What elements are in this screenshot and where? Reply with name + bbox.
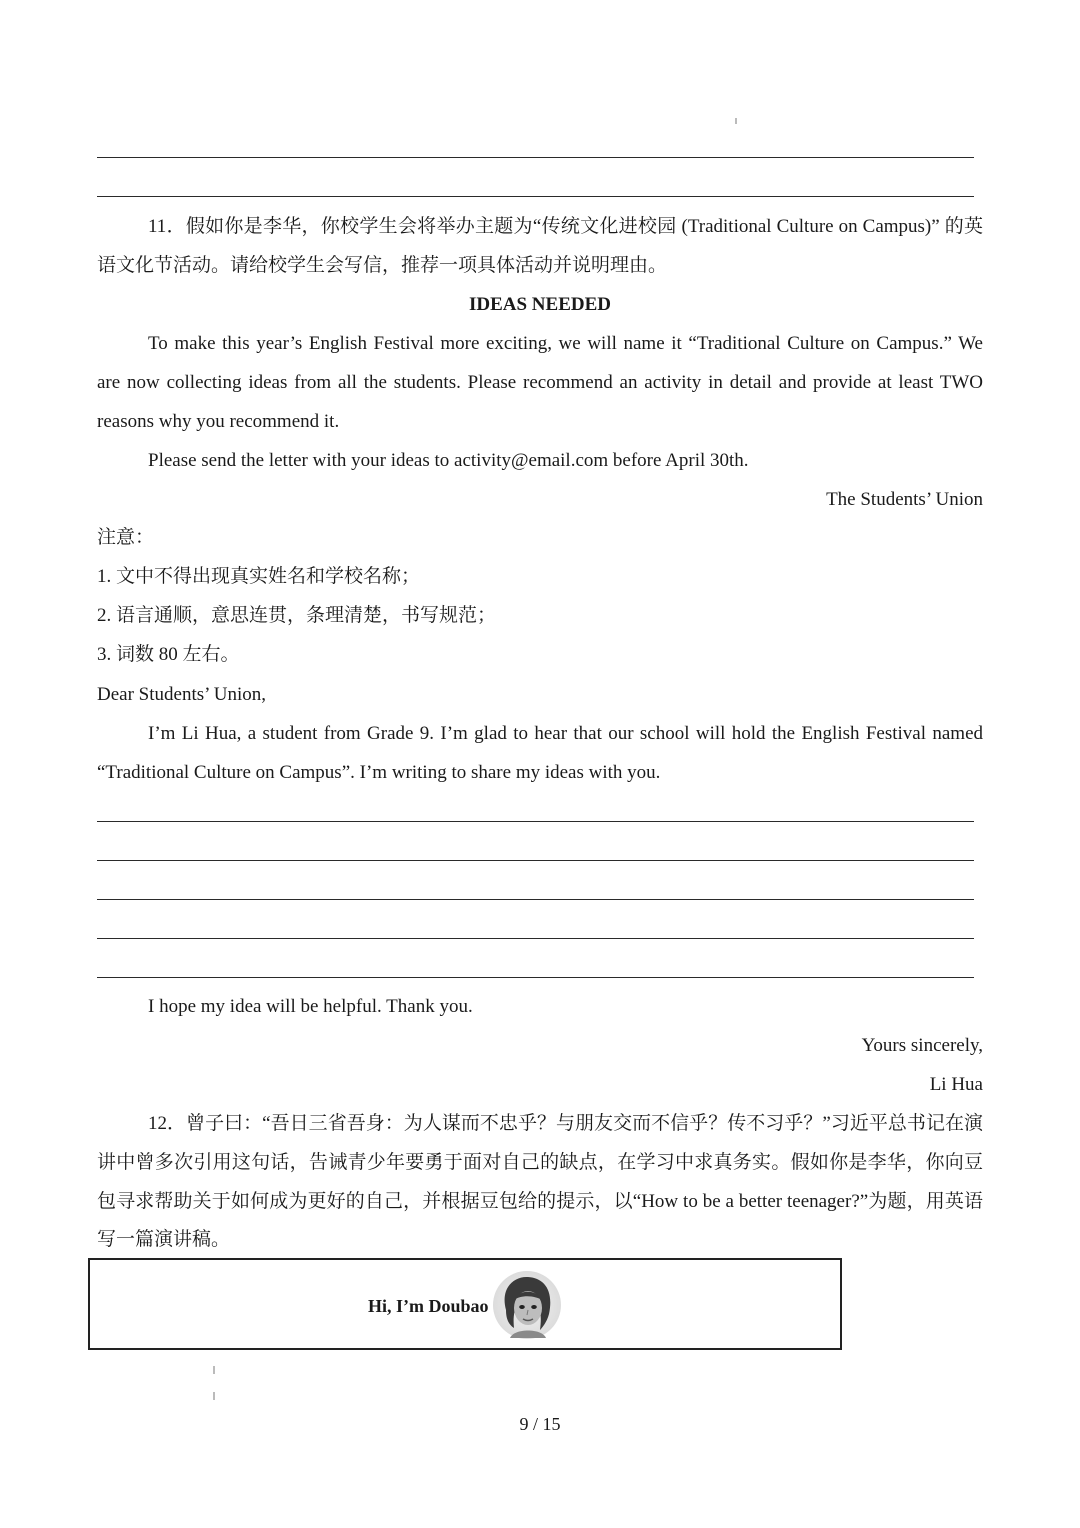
note-item-1: 1. 文中不得出现真实姓名和学校名称； [97, 566, 421, 587]
q12-prompt-line-2: 讲中曾多次引用这句话，告诫青少年要勇于面对自己的缺点，在学习中求真务实。假如你是李华，你向豆 [97, 1152, 983, 1173]
notice-paragraph-line-3: reasons why you recommend it. [97, 411, 340, 432]
notice-paragraph-2: Please send the letter with your ideas to activity@email.com before April 30th. [148, 450, 749, 471]
scan-speck [735, 118, 737, 124]
answer-line [97, 157, 974, 158]
answer-line [97, 899, 974, 900]
letter-closing: I hope my idea will be helpful. Thank you. [148, 996, 473, 1017]
letter-paragraph-line-1: I’m Li Hua, a student from Grade 9. I’m glad to hear that our school will hold the English Festival named [148, 723, 983, 744]
letter-sign-off: Yours sincerely, [861, 1035, 983, 1056]
q12-prompt-line-3: 包寻求帮助关于如何成为更好的自己，并根据豆包给的提示，以“How to be a better teenager?”为题，用英语 [97, 1191, 983, 1212]
note-item-2: 2. 语言通顺，意思连贯，条理清楚，书写规范； [97, 605, 497, 626]
notice-signature: The Students’ Union [826, 489, 983, 510]
notice-title: IDEAS NEEDED [468, 294, 611, 315]
scan-speck [213, 1366, 215, 1374]
q11-prompt-line-2: 语文化节活动。请给校学生会写信，推荐一项具体活动并说明理由。 [97, 255, 668, 276]
scan-speck [213, 1392, 215, 1400]
answer-line [97, 977, 974, 978]
q12-prompt-line-4: 写一篇演讲稿。 [97, 1229, 231, 1250]
answer-line [97, 821, 974, 822]
q12-prompt-line-1: 12．曾子曰：“吾日三省吾身：为人谋而不忠乎？与朋友交而不信乎？传不习乎？”习近平总书记在演 [148, 1113, 983, 1134]
answer-line [97, 860, 974, 861]
notice-paragraph-line-2: are now collecting ideas from all the students. Please recommend an activity in detail and provide at least TWO [97, 372, 983, 393]
answer-line [97, 938, 974, 939]
answer-line [97, 196, 974, 197]
page-number: 9 / 15 [519, 1414, 561, 1434]
note-title: 注意： [97, 527, 155, 548]
doubao-box [88, 1258, 842, 1350]
letter-paragraph-line-2: “Traditional Culture on Campus”. I’m writing to share my ideas with you. [97, 762, 661, 783]
girl-avatar-icon [492, 1270, 562, 1340]
note-item-3: 3. 词数 80 左右。 [97, 644, 240, 665]
q11-prompt-line-1: 11．假如你是李华，你校学生会将举办主题为“传统文化进校园 (Traditional Culture on Campus)” 的英 [148, 216, 983, 237]
notice-paragraph-line-1: To make this year’s English Festival more exciting, we will name it “Traditional Culture on Campus.” We [148, 333, 983, 354]
letter-signature: Li Hua [929, 1074, 983, 1095]
letter-greeting: Dear Students’ Union, [97, 684, 267, 705]
doubao-greeting: Hi, I’m Doubao [368, 1296, 489, 1316]
